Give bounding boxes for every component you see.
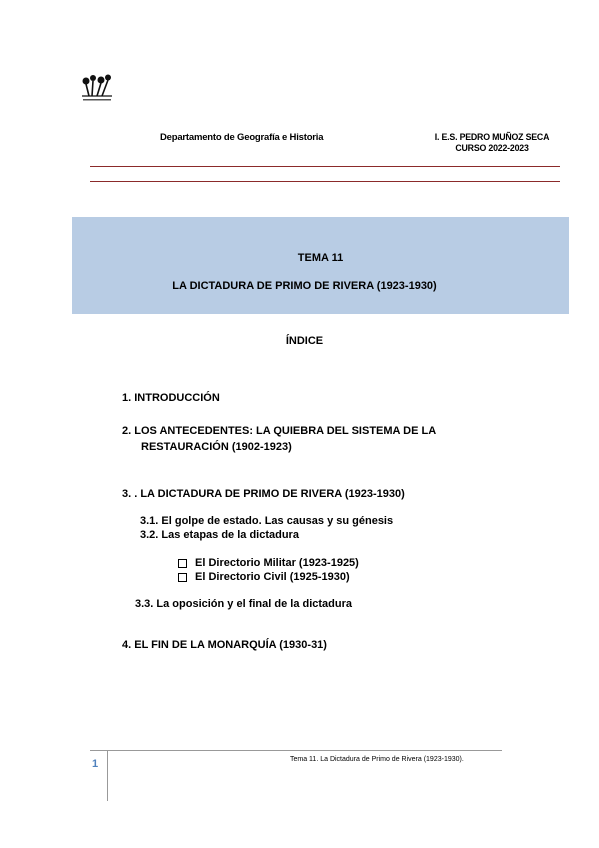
index-bullet-2-label: El Directorio Civil (1925-1930) — [195, 571, 350, 583]
index-bullet-1-label: El Directorio Militar (1923-1925) — [195, 557, 359, 569]
footer-divider — [107, 751, 108, 801]
page-number: 1 — [92, 758, 99, 770]
footer-text: Tema 11. La Dictadura de Primo de Rivera (1923-1930). — [290, 756, 464, 763]
footer-rule — [90, 750, 502, 751]
school-name: I. E.S. PEDRO MUÑOZ SECA — [434, 132, 550, 142]
index-item-2 — [122, 423, 514, 455]
index-heading: ÍNDICE — [285, 335, 324, 347]
checkbox-square-icon — [178, 573, 187, 582]
header-rule-top — [90, 166, 560, 167]
school-info — [424, 132, 560, 154]
title-banner — [72, 217, 569, 314]
header-rule-bottom — [90, 181, 560, 182]
department-name: Departamento de Geografía e Historia — [160, 132, 324, 143]
index-item-2-line2: RESTAURACIÓN (1902-1923) — [141, 441, 292, 453]
topic-title: LA DICTADURA DE PRIMO DE RIVERA (1923-1930) — [172, 280, 437, 292]
topic-number: TEMA 11 — [297, 252, 344, 264]
checkbox-square-icon — [178, 559, 187, 568]
index-bullet-1 — [178, 556, 359, 570]
index-item-2-line1: 2. LOS ANTECEDENTES: LA QUIEBRA DEL SISTEMA DE LA — [122, 425, 437, 437]
index-item-4: 4. EL FIN DE LA MONARQUÍA (1930-31) — [122, 639, 327, 651]
index-sub-3-1: 3.1. El golpe de estado. Las causas y su génesis — [140, 515, 394, 527]
index-sub-3-2: 3.2. Las etapas de la dictadura — [140, 529, 299, 541]
school-year: CURSO 2022-2023 — [455, 143, 529, 153]
index-sub-3-3: 3.3. La oposición y el final de la dictadura — [135, 598, 353, 610]
index-bullet-2 — [178, 570, 350, 584]
index-item-3: 3. . LA DICTADURA DE PRIMO DE RIVERA (1923-1930) — [122, 488, 405, 500]
index-item-1: 1. INTRODUCCIÓN — [122, 392, 220, 404]
school-logo-icon — [80, 74, 114, 104]
